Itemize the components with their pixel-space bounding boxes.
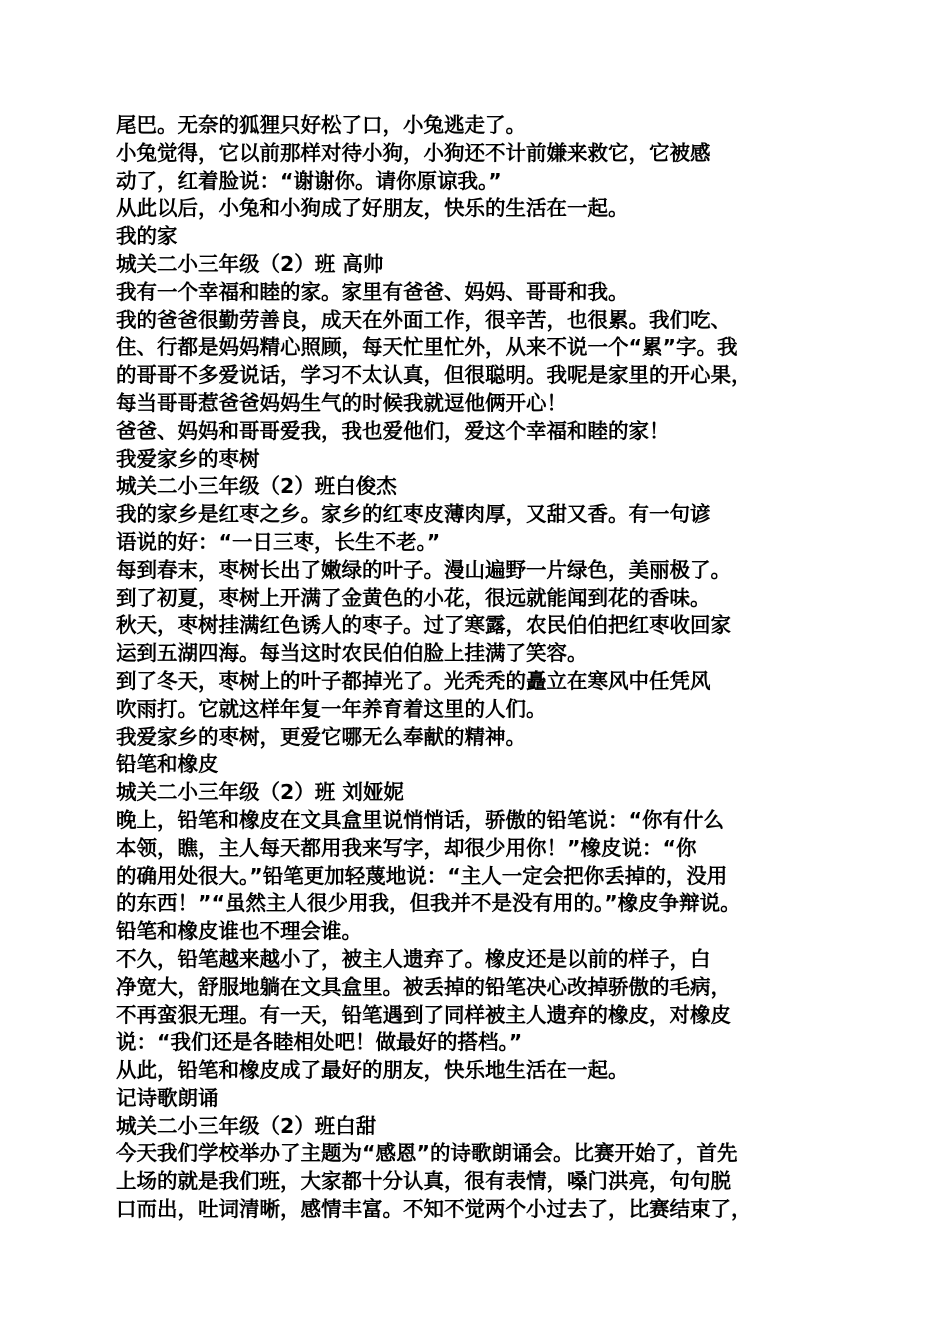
- text-line: 本领，瞧，主人每天都用我来写字，却很少用你！”橡皮说：“你: [116, 835, 697, 860]
- text-line: 的哥哥不多爱说话，学习不太认真，但很聪明。我呢是家里的开心果，: [116, 363, 752, 388]
- text-line: 我的家乡是红枣之乡。家乡的红枣皮薄肉厚，又甜又香。有一句谚: [116, 502, 711, 527]
- text-line: 运到五湖四海。每当这时农民伯伯脸上挂满了笑容。: [116, 641, 588, 666]
- text-line: 动了，红着脸说：“谢谢你。请你原谅我。”: [116, 168, 502, 193]
- text-line: 住、行都是妈妈精心照顾，每天忙里忙外，从来不说一个“累”字。我: [116, 335, 738, 360]
- author-line: 城关二小三年级（2）班白俊杰: [116, 474, 397, 499]
- text-line: 口而出，吐词清晰，感情丰富。不知不觉两个小过去了，比赛结束了，: [116, 1197, 752, 1222]
- text-line: 到了初夏，枣树上开满了金黄色的小花，很远就能闻到花的香味。: [116, 585, 711, 610]
- text-line: 净宽大，舒服地躺在文具盒里。被丢掉的铅笔决心改掉骄傲的毛病，: [116, 974, 731, 999]
- text-line: 吹雨打。它就这样年复一年养育着这里的人们。: [116, 696, 547, 721]
- text-line: 上场的就是我们班，大家都十分认真，很有表情，嗓门洪亮，句句脱: [116, 1169, 731, 1194]
- author-line: 城关二小三年级（2）班 高帅: [116, 251, 384, 276]
- text-line: 从此以后，小兔和小狗成了好朋友，快乐的生活在一起。: [116, 196, 629, 221]
- text-line: 我有一个幸福和睦的家。家里有爸爸、妈妈、哥哥和我。: [116, 279, 629, 304]
- text-line: 不再蛮狠无理。有一天，铅笔遇到了同样被主人遗弃的橡皮，对橡皮: [116, 1002, 731, 1027]
- author-line: 城关二小三年级（2）班白甜: [116, 1113, 377, 1138]
- text-line: 语说的好：“一日三枣，长生不老。”: [116, 529, 441, 554]
- text-line: 的确用处很大。”铅笔更加轻蔑地说：“主人一定会把你丢掉的，没用: [116, 863, 728, 888]
- author-line: 城关二小三年级（2）班 刘娅妮: [116, 780, 404, 805]
- section-title: 记诗歌朗诵: [116, 1085, 219, 1110]
- text-line: 秋天，枣树挂满红色诱人的枣子。过了寒露，农民伯伯把红枣收回家: [116, 613, 731, 638]
- section-title: 我的家: [116, 224, 178, 249]
- document-body: [116, 112, 846, 1224]
- text-line: 每到春末，枣树长出了嫩绿的叶子。漫山遍野一片绿色，美丽极了。: [116, 557, 731, 582]
- text-line: 的东西！”“虽然主人很少用我，但我并不是没有用的。”橡皮争辩说。: [116, 891, 741, 916]
- text-line: 铅笔和橡皮谁也不理会谁。: [116, 919, 362, 944]
- text-line: 我爱家乡的枣树，更爱它哪无么奉献的精神。: [116, 724, 526, 749]
- text-line: 爸爸、妈妈和哥哥爱我，我也爱他们，爱这个幸福和睦的家！: [116, 418, 670, 443]
- text-line: 从此，铅笔和橡皮成了最好的朋友，快乐地生活在一起。: [116, 1058, 629, 1083]
- text-line: 我的爸爸很勤劳善良，成天在外面工作，很辛苦，也很累。我们吃、: [116, 307, 731, 332]
- text-line: 小兔觉得，它以前那样对待小狗，小狗还不计前嫌来救它，它被感: [116, 140, 711, 165]
- text-line: 尾巴。无奈的狐狸只好松了口，小兔逃走了。: [116, 113, 526, 137]
- section-title: 铅笔和橡皮: [116, 752, 219, 777]
- section-title: 我爱家乡的枣树: [116, 446, 260, 471]
- text-line: 到了冬天，枣树上的叶子都掉光了。光秃秃的矗立在寒风中任凭风: [116, 668, 711, 693]
- text-line: 每当哥哥惹爸爸妈妈生气的时候我就逗他俩开心！: [116, 390, 567, 415]
- text-line: 今天我们学校举办了主题为“感恩”的诗歌朗诵会。比赛开始了，首先: [116, 1141, 738, 1166]
- text-line: 说：“我们还是各睦相处吧！做最好的搭档。”: [116, 1030, 523, 1055]
- text-line: 晚上，铅笔和橡皮在文具盒里说悄悄话，骄傲的铅笔说：“你有什么: [116, 807, 724, 832]
- text-line: 不久，铅笔越来越小了，被主人遗弃了。橡皮还是以前的样子，白: [116, 946, 711, 971]
